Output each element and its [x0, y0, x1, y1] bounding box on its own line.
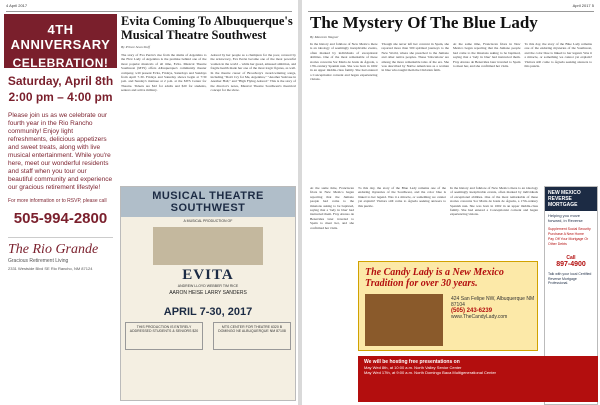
rm-benefit-item: Supplement Social Security — [548, 227, 591, 231]
anniversary-banner — [4, 14, 117, 68]
rm-tagline: Helping you move forward, in Reverse — [548, 213, 583, 223]
article-column: At the same time, Franciscan friars in New Mexico began reporting that the Jumano people had come to the missions asking to be baptized, saying that a 'lady in blue' had instructed them. Fray Alonso de Benavides later traveled to Spain to meet her, and she confirmed her visits. — [310, 186, 354, 230]
article-body — [121, 53, 296, 183]
article-headline: Evita Coming To Albuquerque's Musical Theatre Southwest — [121, 14, 293, 42]
poster-authors: ANDREW LLOYD WEBBER TIM RICE — [177, 284, 239, 288]
seminar-ad — [358, 356, 598, 402]
article-column: Adored by her people as a champion for the poor, revered by the aristocracy, Eva Perón became one of the most powerful women in the world – while her greed, amassed ambition, and fragile health made her one of the most tragic figures, as well. In the theatre career of Broadway's award-winning songs, including "Don't Cry for Me, Argentina," "Another Suitcase in Another Hall," and "High Flying Adored." This is the story of the director's notes, Musical Theatre Southwest's theatrical concept for the show. — [210, 53, 296, 93]
poster-names: AARON HEISE LARRY SANDERS — [169, 290, 247, 296]
event-invite: Please join us as we celebrate our fourth year in the Rio Rancho community! Enjoy light refreshments, delicious appetizers and sweet treats, along with live musical entertainment. While you're here, meet our wonderful residents and staff when you tour our beautiful community and experience our gracious retirement lifestyle! — [8, 112, 113, 191]
header-rule — [6, 11, 292, 12]
poster-info — [125, 322, 291, 350]
rm-benefits — [545, 225, 597, 249]
candy-contact — [451, 296, 537, 320]
article-column: The story of Eva Perón's rise from the slums of Argentina to the First Lady of Argentina is the premise behind one of the most popular musicals of all time, Evita. Musical Theatre Southwest (MTS) offers Albuquerque's community theater company, will present Evita, Fridays, Saturdays and Sundays from April 7-30. Fridays and Saturday shows begin at 7:30 p.m. and Sunday's matinee at 2 p.m. at the MTS Center for Theatre. Tickets are $22 for adults and $20 for students, seniors and active military. — [121, 53, 207, 93]
poster-info-right: MTS CENTER FOR THEATRE 6320 B DOMINGO NE ALBUQUERQUE NM 87108 — [213, 322, 291, 350]
article-column: At the same time, Franciscan friars in New Mexico began reporting that the Jumano people had come to the missions asking to be baptized, saying that a 'lady in blue' had instructed them. Fray Alonso de Benavides later traveled to Spain to meet her, and she confirmed her visits. — [453, 42, 521, 69]
poster-photo — [153, 227, 263, 265]
page-folio: April 2017 5 — [572, 3, 594, 8]
article-column: Though she never left her convent in Spain, she reported more than 500 spiritual journeys to the New World, where she preached to the Jumano and other native peoples. These 'bilocations' are among the more remarkable tales of the era. She was described by Native Americans as a woman in blue who taught them the Christian faith. — [381, 42, 449, 73]
article-headline: The Mystery Of The Blue Lady — [310, 13, 538, 32]
seminar-line: May Wed 17th, at 9:00 a.m. North Domingo Baca Multigenerational Center — [364, 370, 496, 375]
rm-phone: 897-4900 — [556, 261, 586, 268]
logo-tagline: Gracious Retirement Living — [8, 258, 69, 264]
rsvp-phone: 505-994-2800 — [13, 210, 108, 227]
article-byline: By Prince Sean Stuff — [121, 45, 150, 49]
article-byline: By Maureen Wagner — [310, 35, 339, 39]
rm-benefit-item: Pay Off Your Mortgage Or Other Debts — [548, 237, 589, 246]
rm-benefit-item: Purchase A New Home — [548, 232, 584, 236]
seminar-headline: We will be hosting free presentations on — [364, 359, 460, 365]
logo-name: The Rio Grande — [8, 242, 99, 257]
rm-call-label: Call — [566, 255, 576, 261]
candy-address: 424 San Felipe NW, Albuquerque NM 87104 — [451, 296, 535, 308]
candy-tagline: The Candy Lady is a New Mexico Tradition for over 30 years. — [365, 267, 504, 289]
article-column: In the history and folklore of New Mexico there is an ideology of seemingly inexplicable events, often marked by individuals of exceptional abilities. One of the most remarkable of these stories concerns Sor María de Jesús de Ágreda, a 17th-century Spanish nun. She was born in 1602 in an upper middle-class family. She had entered a Conceptionist convent and began experiencing visions. — [450, 186, 538, 217]
poster-info-left: THIS PRODUCTION IS ENTIRELY ADDRESSED STUDENTS & SENIORS $20 — [125, 322, 203, 350]
event-ad — [4, 72, 117, 401]
candy-web: www.TheCandyLady.com — [451, 314, 508, 320]
article-body-continued — [310, 186, 354, 401]
banner-line-1: 4TH ANNIVERSARY — [10, 22, 111, 52]
candy-lady-ad — [358, 261, 538, 351]
evita-poster — [120, 186, 296, 401]
article-column: To this day, the story of the Blue Lady remains one of the enduring mysteries of the Southwest, and the color blue is linked to her legend. Was it a miracle, or something we cannot yet explain? Visitors still come to Ágreda seeking answers to this puzzle. — [524, 42, 592, 69]
article-body-continued — [358, 186, 538, 256]
page-folio: 4 April 2017 — [6, 3, 28, 8]
rio-grande-logo — [8, 237, 113, 271]
candy-phone: (505) 243-6239 — [451, 308, 493, 314]
banner-line-2: CELEBRATION! — [12, 56, 109, 70]
rm-brand: NEW MEXICO REVERSE MORTGAGE — [545, 187, 597, 211]
article-body — [310, 42, 592, 182]
rsvp-label: For more information or to RSVP, please call — [8, 198, 107, 204]
header-rule — [308, 11, 594, 12]
poster-sub: A MUSICAL PRODUCTION OF — [183, 219, 233, 223]
left-page — [0, 0, 298, 405]
article-column: In the history and folklore of New Mexico there is an ideology of seemingly inexplicable events, often marked by individuals of exceptional abilities. One of the most remarkable of these stories concerns Sor María de Jesús de Ágreda, a 17th-century Spanish nun. She was born in 1602 in an upper middle-class family. She had entered a Conceptionist convent and began experiencing visions. — [310, 42, 378, 82]
poster-band: MUSICAL THEATRE SOUTHWEST — [121, 187, 295, 217]
right-page — [302, 0, 600, 405]
candy-photo — [365, 294, 443, 346]
seminar-line: May Wed 8th, at 10:00 a.m. North Valley Senior Center — [364, 365, 462, 370]
event-time: 2:00 pm – 4:00 pm — [8, 90, 113, 104]
event-day: Saturday, April 8th — [7, 74, 114, 88]
poster-date: APRIL 7-30, 2017 — [163, 306, 253, 318]
rm-note: Talk with your local Certified Reverse Mortgage Professional. — [548, 272, 592, 285]
logo-address: 2331 Westside Blvd SE Rio Rancho, NM 87124 — [8, 266, 93, 271]
article-column: To this day, the story of the Blue Lady remains one of the enduring mysteries of the Southwest, and the color blue is linked to her legend. Was it a miracle, or something we cannot yet explain? Visitors still come to Ágreda seeking answers to this puzzle. — [358, 186, 446, 208]
poster-title: EVITA — [182, 267, 234, 283]
